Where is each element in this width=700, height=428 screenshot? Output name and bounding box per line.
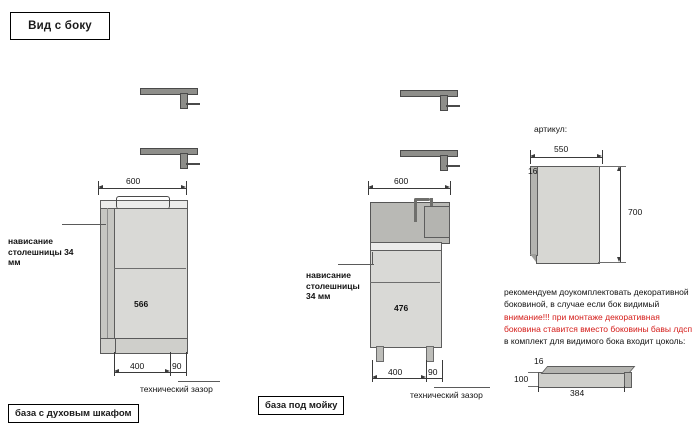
panel-height-ext-bottom (598, 262, 626, 263)
plinth-dim-v-left (538, 386, 539, 392)
mid-dim-400-arrow-l (372, 375, 377, 379)
panel-width-dimline (530, 157, 602, 158)
panel-note-line5: в комплект для видимого бока входит цоколь: (504, 336, 686, 347)
mid-sink-bowl (424, 206, 450, 238)
left-overhang-line1: нависание (8, 236, 53, 246)
left-width-value: 600 (126, 176, 141, 186)
panel-note (504, 286, 698, 348)
mid-overhang-leader-tip (372, 252, 373, 265)
left-dim-400-line (114, 372, 170, 373)
left-plinth (114, 338, 188, 354)
panel-width-value: 550 (554, 144, 569, 154)
left-dim-400-arrow-l (114, 369, 119, 373)
left-gap-leader (178, 381, 220, 382)
plinth-piece-end (624, 372, 632, 388)
panel-note-line3: внимание!!! при монтаже декоративная (504, 311, 660, 322)
mid-dim-400-line (372, 378, 426, 379)
left-overhang-leader-tip (100, 213, 101, 225)
left-gap-value: 90 (172, 361, 182, 371)
left-module-caption: база с духовым шкафом (8, 404, 139, 423)
mid-overhang-line2: столешницы (306, 280, 360, 291)
page-title: Вид с боку (10, 12, 110, 40)
mid-gap-label: технический зазор (410, 390, 483, 400)
article-label: артикул: (534, 124, 568, 134)
decorative-panel (536, 166, 600, 264)
mid-dim-90-line (426, 378, 442, 379)
left-width-dimline (98, 188, 186, 189)
left-dim-v3 (186, 352, 187, 376)
mid-width-dimline (368, 188, 450, 189)
panel-height-value: 700 (628, 207, 643, 217)
plinth-height-value: 100 (514, 374, 529, 384)
decorative-panel-edge (530, 166, 538, 256)
left-depth-value: 400 (130, 361, 145, 371)
panel-note-line4: боковина ставится вместо боковины бавы лдсп (504, 323, 693, 334)
mid-depth-value: 400 (388, 367, 403, 377)
plinth-dim-h-left (528, 372, 538, 373)
mid-gap-value: 90 (428, 367, 438, 377)
mid-leg-right (426, 346, 434, 362)
mid-width-value: 600 (394, 176, 409, 186)
mid-overhang-line1: нависание (306, 270, 351, 280)
mid-overhang-line3: 34 мм (306, 291, 331, 302)
mid-overhang-leader (338, 264, 374, 265)
left-overhang-label (8, 236, 78, 268)
mid-leg-left (376, 346, 384, 362)
plinth-piece-top (541, 366, 636, 374)
left-cabinet-divider (114, 268, 186, 269)
mid-module-caption: база под мойку (258, 396, 344, 415)
left-width-tick-right (186, 181, 187, 195)
left-cabinet-handle (116, 196, 170, 209)
mid-gap-leader (434, 387, 490, 388)
panel-width-tick-r (602, 150, 603, 164)
panel-height-dimline (620, 166, 621, 262)
plinth-dim-h-left2 (528, 386, 538, 387)
plinth-thickness-value: 16 (534, 356, 544, 366)
left-cabinet-front (114, 208, 188, 340)
plinth-length-value: 384 (570, 388, 585, 398)
mid-width-tick-right (450, 181, 451, 195)
left-width-tick-left (98, 181, 99, 195)
panel-note-line1: рекомендуем доукомплектовать декоративной (504, 287, 689, 297)
mid-tap-stem (414, 200, 417, 222)
panel-width-tick-l (530, 150, 531, 164)
left-cabinet-side-seam (107, 208, 108, 338)
panel-height-ext-top (598, 166, 626, 167)
left-overhang-line2: столешницы 34 мм (8, 246, 74, 268)
mid-overhang-label (306, 270, 368, 302)
panel-thickness-value: 16 (528, 166, 538, 176)
plinth-dim-v-right (624, 386, 625, 392)
left-gap-label: технический зазор (140, 384, 213, 394)
left-front-height-value: 566 (134, 299, 149, 309)
plinth-piece (538, 372, 626, 388)
mid-cabinet-front (370, 250, 442, 348)
mid-cabinet-seam (370, 282, 440, 283)
panel-note-line2: боковиной, в случае если бок видимый (504, 299, 660, 310)
mid-dim-v3 (442, 360, 443, 382)
panel-bottom-bevel (530, 254, 536, 262)
mid-width-tick-left (368, 181, 369, 195)
mid-tap-curve (426, 198, 433, 206)
left-dim-90-line (170, 372, 186, 373)
mid-front-height-value: 476 (394, 303, 409, 313)
